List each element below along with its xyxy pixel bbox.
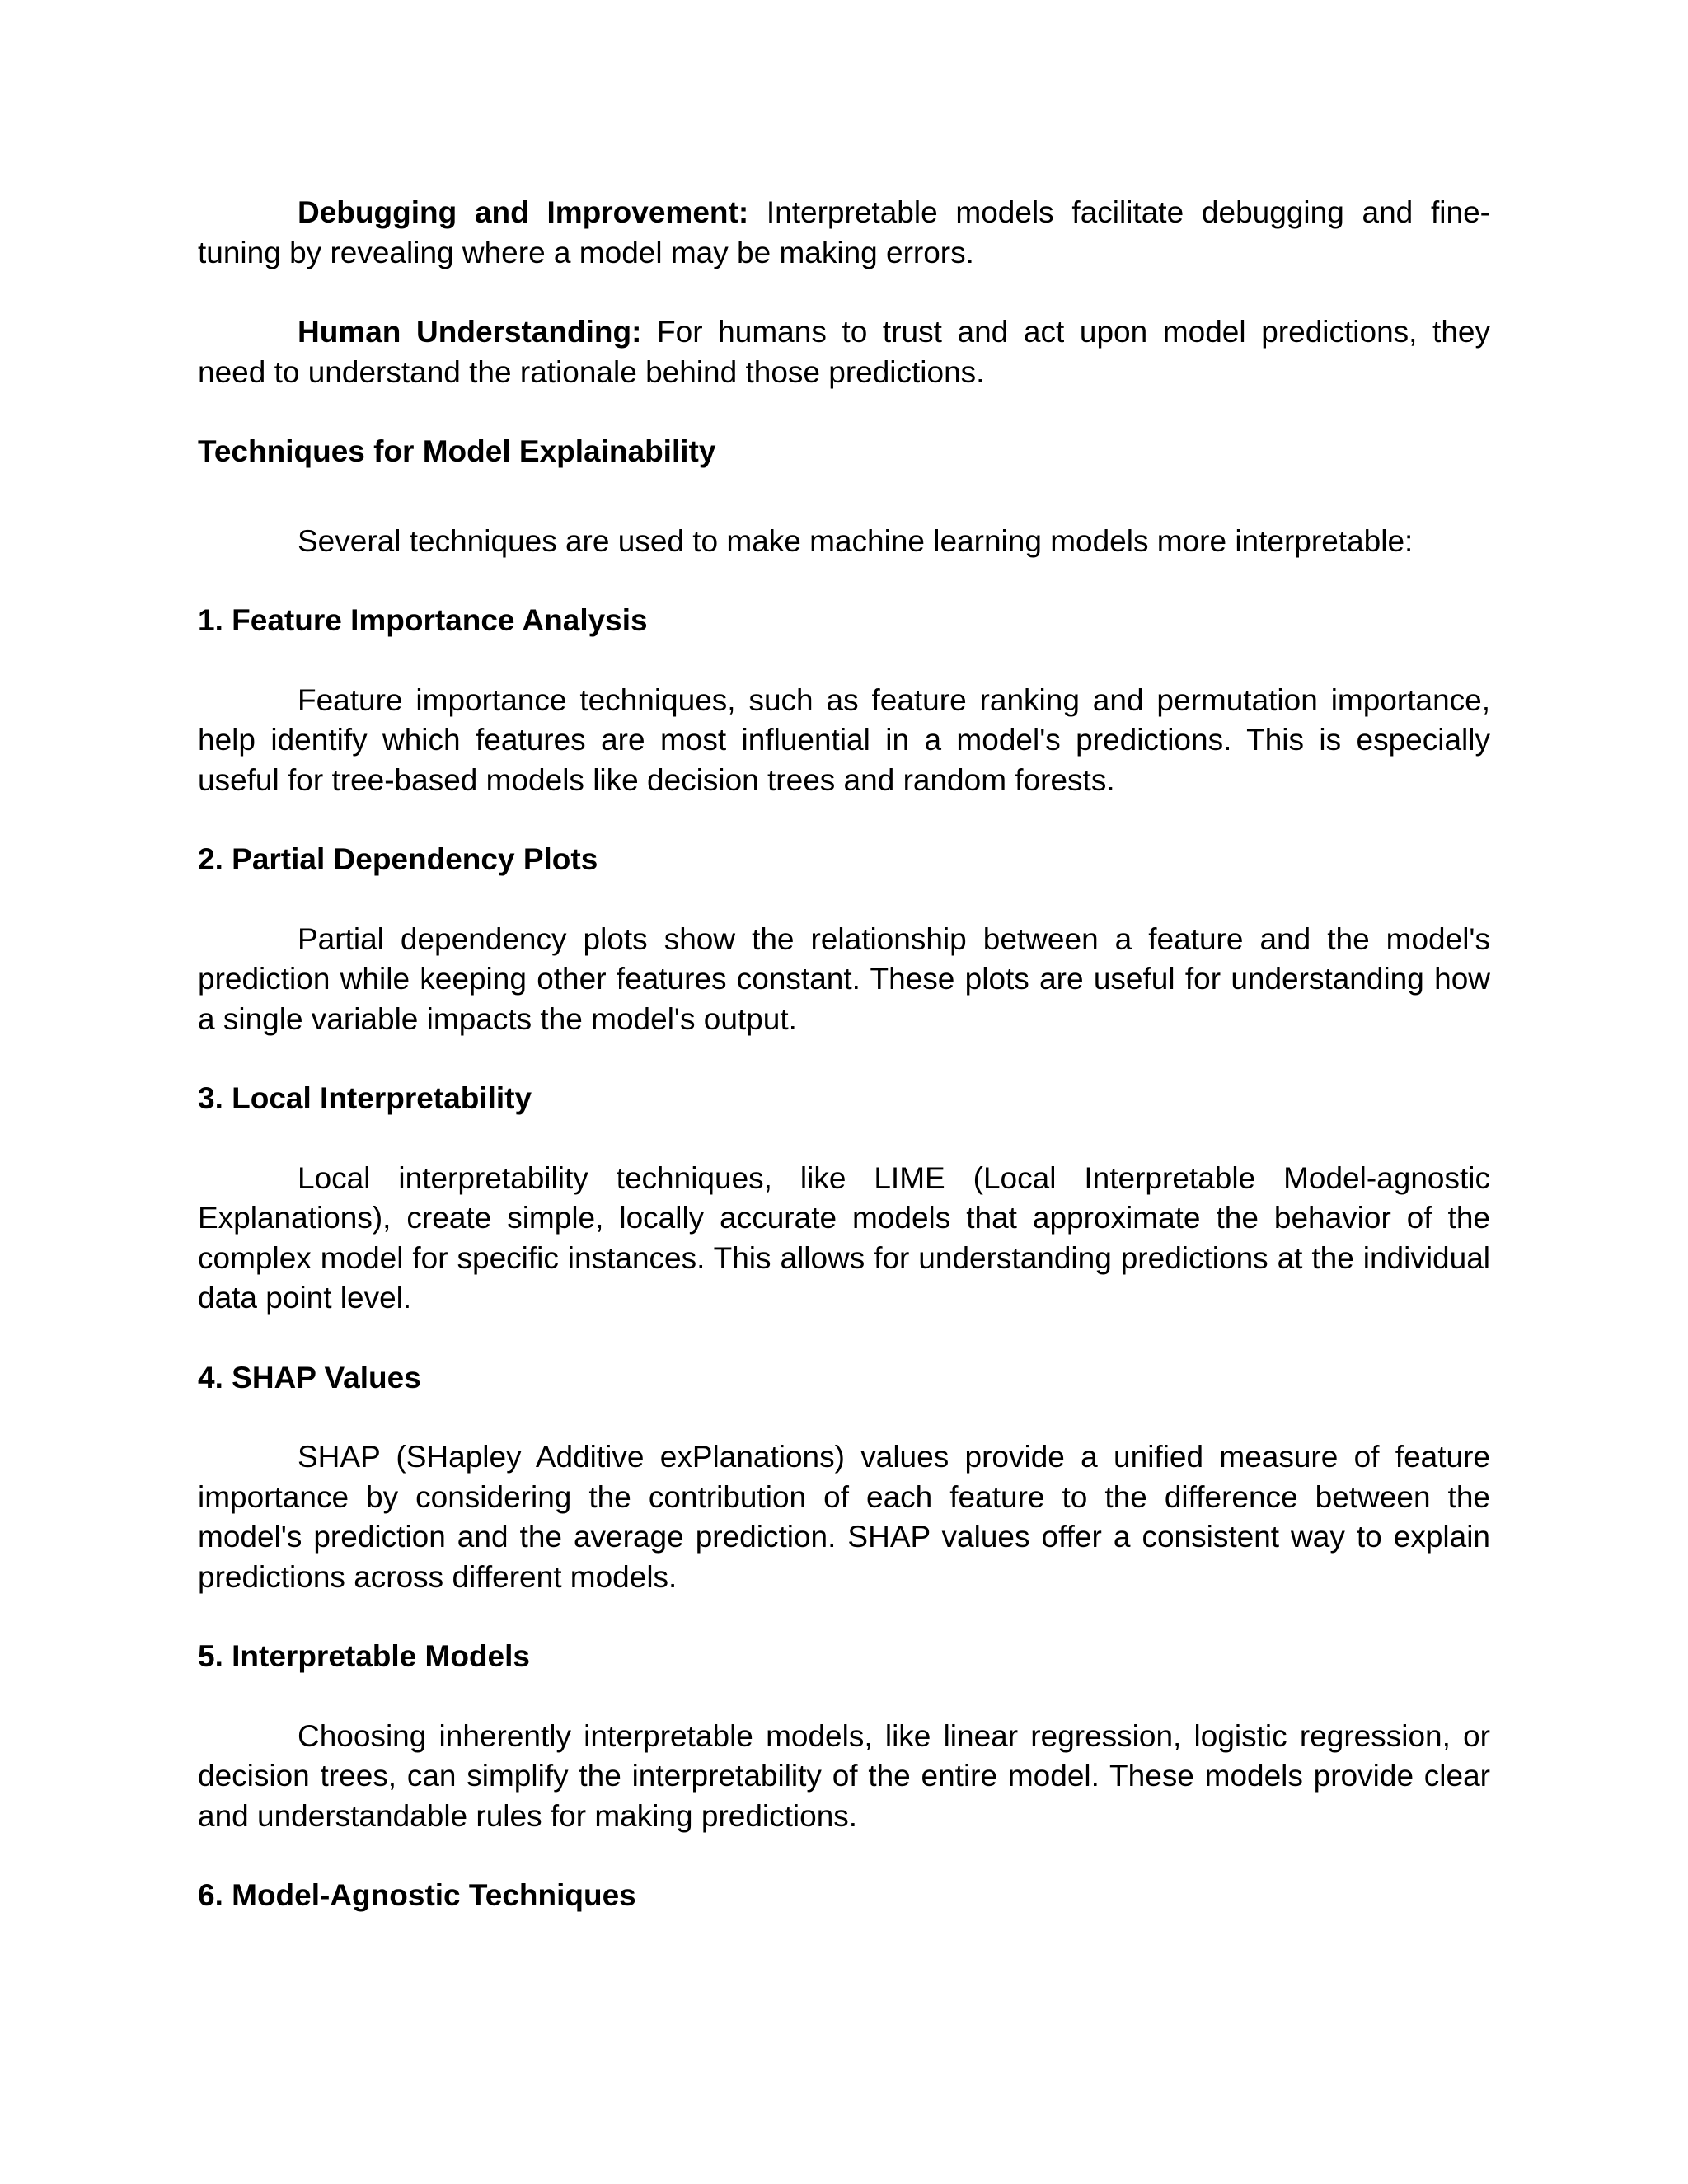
technique-body-partial-dependency: Partial dependency plots show the relationship between a feature and the model's prediction while keeping other features constant. These plots are useful for understanding how a single variable impacts the model's output. <box>198 921 1490 1036</box>
human-understanding-text: For humans to trust and act upon model predictions, they need to understand the rationale behind those predictions. <box>198 315 1490 389</box>
technique-body-feature-importance: Feature importance techniques, such as feature ranking and permutation importance, help identify which features are most influential in a model's predictions. This is especially useful for tree-based models like decision trees and random forests. <box>198 682 1490 797</box>
technique-body-shap-values: SHAP (SHapley Additive exPlanations) values provide a unified measure of feature importance by considering the contribution of each feature to the difference between the model's prediction and the average prediction. SHAP values offer a consistent way to explain predictions across different models. <box>198 1440 1490 1594</box>
debugging-text: Interpretable models facilitate debugging and fine-tuning by revealing where a model may be making errors. <box>198 195 1490 269</box>
human-understanding-label: Human Understanding: <box>298 315 642 349</box>
section-title: Techniques for Model Explainability <box>198 434 716 468</box>
technique-body-interpretable-models: Choosing inherently interpretable models, like linear regression, logistic regression, or decision trees, can simplify the interpretability of the entire model. These models provide clear and understandable rules for making predictions. <box>198 1718 1490 1833</box>
technique-heading-interpretable-models: 5. Interpretable Models <box>198 1639 530 1673</box>
document-page <box>198 193 1490 1916</box>
section-intro: Several techniques are used to make machine learning models more interpretable: <box>298 523 1414 558</box>
paragraph-human-understanding <box>198 312 1490 392</box>
paragraph-debugging <box>198 193 1490 273</box>
debugging-label: Debugging and Improvement: <box>298 195 749 229</box>
technique-heading-partial-dependency: 2. Partial Dependency Plots <box>198 842 598 876</box>
technique-body-local-interpretability: Local interpretability techniques, like LIME (Local Interpretable Model-agnostic Explanations), create simple, locally accurate models that approximate the behavior of the complex model for specific instances. This allows for understanding predictions at the individual data point level. <box>198 1160 1490 1315</box>
technique-heading-shap-values: 4. SHAP Values <box>198 1360 421 1394</box>
technique-heading-feature-importance: 1. Feature Importance Analysis <box>198 603 648 637</box>
technique-heading-local-interpretability: 3. Local Interpretability <box>198 1081 532 1115</box>
technique-heading-model-agnostic: 6. Model-Agnostic Techniques <box>198 1878 636 1912</box>
